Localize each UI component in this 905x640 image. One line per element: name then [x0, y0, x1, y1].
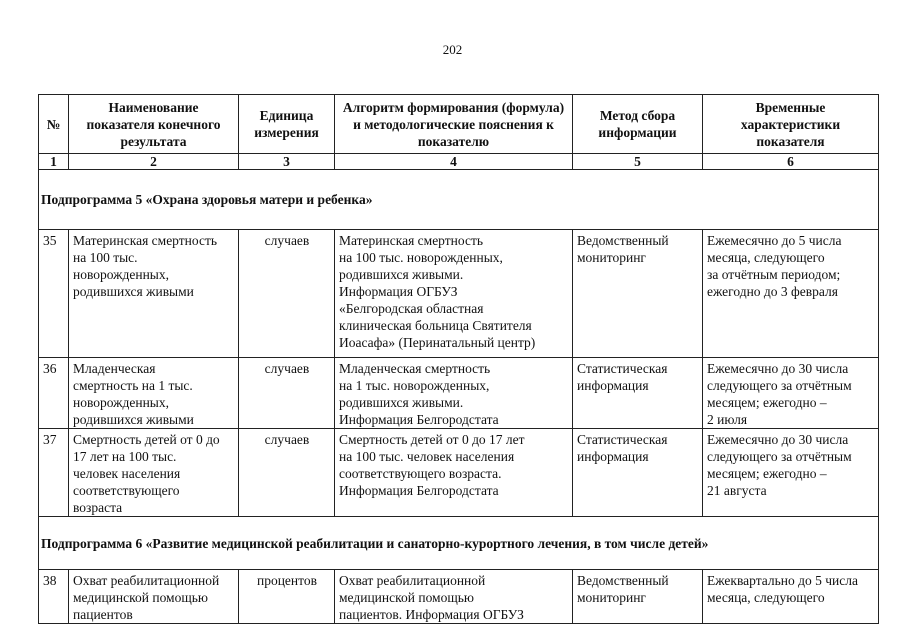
column-number: 5 — [573, 154, 703, 170]
collection-method: Статистическая информация — [573, 429, 703, 517]
section-header — [39, 517, 879, 570]
unit: случаев — [239, 429, 335, 517]
indicators-table — [38, 94, 879, 624]
collection-method: Ведомственный мониторинг — [573, 230, 703, 358]
timing: Ежеквартально до 5 числа месяца, следующего — [703, 570, 879, 624]
row-number: 37 — [39, 429, 69, 517]
indicator-name: Материнская смертность на 100 тыс. новорожденных, родившихся живыми — [69, 230, 239, 358]
indicator-name: Охват реабилитационной медицинской помощью пациентов — [69, 570, 239, 624]
indicator-name: Смертность детей от 0 до 17 лет на 100 тыс. человек населения соответствующего возраста — [69, 429, 239, 517]
section-title: Подпрограмма 5 «Охрана здоровья матери и ребенка» — [39, 170, 879, 230]
timing: Ежемесячно до 5 числа месяца, следующего за отчётным периодом; ежегодно до 3 февраля — [703, 230, 879, 358]
unit: процентов — [239, 570, 335, 624]
column-number: 2 — [69, 154, 239, 170]
algorithm: Материнская смертность на 100 тыс. новорожденных, родившихся живыми. Информация ОГБУЗ «Белгородская областная клиническая больница Святителя Иоасафа» (Перинатальный центр) — [335, 230, 573, 358]
table-row — [39, 570, 879, 624]
column-number-row — [39, 154, 879, 170]
algorithm: Смертность детей от 0 до 17 лет на 100 тыс. человек населения соответствующего возраста. Информация Белгородстата — [335, 429, 573, 517]
table-row — [39, 358, 879, 429]
header-method: Метод сбора информации — [573, 95, 703, 154]
column-number: 3 — [239, 154, 335, 170]
header-number: № — [39, 95, 69, 154]
unit: случаев — [239, 230, 335, 358]
timing: Ежемесячно до 30 числа следующего за отчётным месяцем; ежегодно – 21 августа — [703, 429, 879, 517]
timing: Ежемесячно до 30 числа следующего за отчётным месяцем; ежегодно – 2 июля — [703, 358, 879, 429]
algorithm: Младенческая смертность на 1 тыс. новорожденных, родившихся живыми. Информация Белгородстата — [335, 358, 573, 429]
header-timing: Временные характеристики показателя — [703, 95, 879, 154]
page-number: 202 — [442, 42, 463, 57]
indicator-name: Младенческая смертность на 1 тыс. новорожденных, родившихся живыми — [69, 358, 239, 429]
header-algorithm: Алгоритм формирования (формула) и методологические пояснения к показателю — [335, 95, 573, 154]
column-number: 1 — [39, 154, 69, 170]
collection-method: Ведомственный мониторинг — [573, 570, 703, 624]
table-row — [39, 429, 879, 517]
section-title: Подпрограмма 6 «Развитие медицинской реабилитации и санаторно-курортного лечения, в том числе детей» — [39, 517, 879, 570]
header-unit: Единица измерения — [239, 95, 335, 154]
header-indicator-name: Наименование показателя конечного результата — [69, 95, 239, 154]
collection-method: Статистическая информация — [573, 358, 703, 429]
column-number: 6 — [703, 154, 879, 170]
row-number: 36 — [39, 358, 69, 429]
header-row — [39, 95, 879, 154]
row-number: 38 — [39, 570, 69, 624]
column-number: 4 — [335, 154, 573, 170]
row-number: 35 — [39, 230, 69, 358]
unit: случаев — [239, 358, 335, 429]
section-header — [39, 170, 879, 230]
table-row — [39, 230, 879, 358]
algorithm: Охват реабилитационной медицинской помощью пациентов. Информация ОГБУЗ — [335, 570, 573, 624]
